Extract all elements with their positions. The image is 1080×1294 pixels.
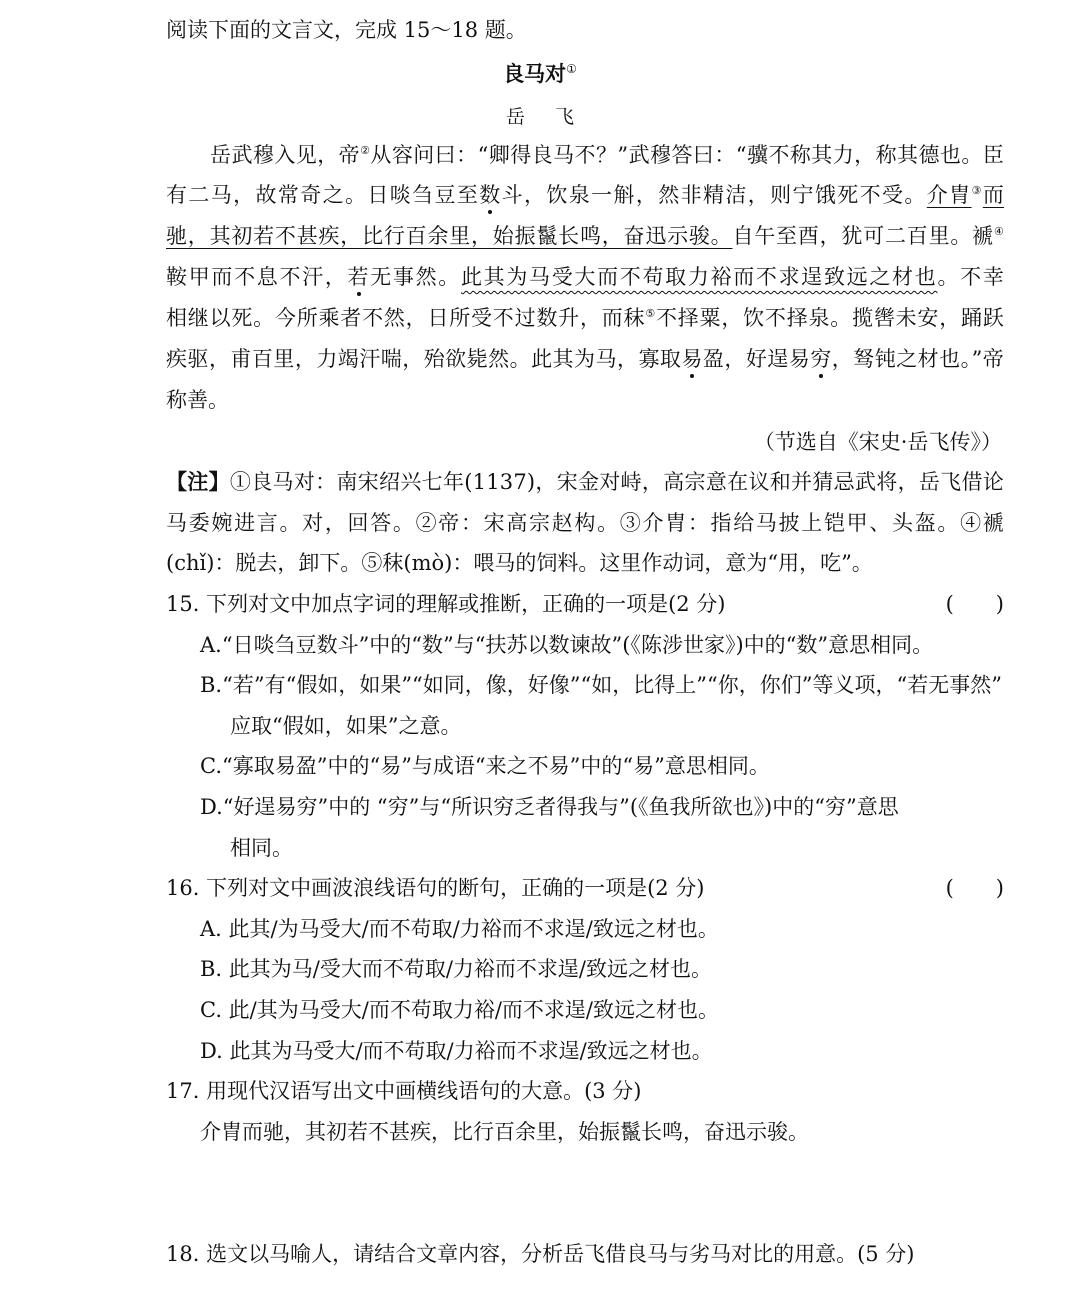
answer-bracket-16[interactable]: ( ) <box>945 876 1004 900</box>
wavy-underlined-sentence: 此其为马受大而不苟取力裕而不求逞致远之材也 <box>460 265 938 289</box>
q16-option-b: B. 此其为马/受大而不苟取/力裕而不求逞/致远之材也。 <box>200 957 713 981</box>
passage-line-3: 驰，其初若不甚疾，比行百余里，始振鬣长鸣，奋迅示骏。自午至酉，犹可二百里。褫④ <box>166 224 1004 248</box>
dotted-char-shu: 数 <box>479 183 502 207</box>
q15-option-c: C.“寡取易盈”中的“易”与成语“来之不易”中的“易”意思相同。 <box>200 754 770 778</box>
passage-title <box>0 58 1080 88</box>
title-text: 良马对 <box>503 62 567 86</box>
q15-option-b: B.“若”有“假如，如果”“如同，像，好像”“如，比得上”“你，你们”等义项，“若无事然” <box>200 673 1002 697</box>
q16-option-c: C. 此/其为马受大/而不苟取力裕/而不求逞/致远之材也。 <box>200 998 719 1022</box>
passage-line-6: 疾驱，甫百里，力竭汗喘，殆欲毙然。此其为马，寡取易盈，好逞易穷，驽钝之材也。”帝 <box>166 347 1005 371</box>
notes-line-1: 【注】①良马对：南宋绍兴七年(1137)，宋金对峙，高宗意在议和并猜忌武将，岳飞借论 <box>166 470 1004 494</box>
underlined-sentence-start: 介胄 <box>926 183 972 207</box>
q16-option-a: A. 此其/为马受大/而不苟取/力裕而不求逞/致远之材也。 <box>200 917 719 941</box>
title-footnote-mark: ① <box>566 62 577 76</box>
question-15-stem: 15. 下列对文中加点字词的理解或推断，正确的一项是(2 分) ( ) <box>166 592 1004 616</box>
q15-option-a: A.“日啖刍豆数斗”中的“数”与“扶苏以数谏故”(《陈涉世家》)中的“数”意思相同。 <box>200 633 934 657</box>
question-16-stem: 16. 下列对文中画波浪线语句的断句，正确的一项是(2 分) ( ) <box>166 876 1004 900</box>
answer-bracket-15[interactable]: ( ) <box>945 592 1004 616</box>
passage-line-2: 有二马，故常奇之。日啖刍豆至数斗，饮泉一斛，然非精洁，则宁饿死不受。介胄③而 <box>166 183 1005 207</box>
passage-line-1: 岳武穆入见，帝②从容问曰：“卿得良马不？”武穆答曰：“骥不称其力，称其德也。臣 <box>210 143 1005 167</box>
notes-line-2: 马委婉进言。对，回答。②帝：宋高宗赵构。③介胄：指给马披上铠甲、头盔。④褫 <box>166 511 1004 535</box>
passage-line-4: 鞍甲而不息不汗，若无事然。此其为马受大而不苟取力裕而不求逞致远之材也。不幸 <box>166 265 1005 289</box>
source-citation: （节选自《宋史·岳飞传》） <box>753 430 1002 454</box>
dotted-char-ruo: 若 <box>347 265 371 289</box>
notes-line-3: (chǐ)：脱去，卸下。⑤秣(mò)：喂马的饲料。这里作动词，意为“用，吃”。 <box>166 551 873 575</box>
notes-tag: 【注】 <box>166 470 230 494</box>
passage-line-7: 称善。 <box>166 388 229 412</box>
q15-option-d-cont: 相同。 <box>230 836 293 860</box>
q17-sentence: 介胄而驰，其初若不甚疾，比行百余里，始振鬣长鸣，奋迅示骏。 <box>200 1120 809 1144</box>
passage-line-5: 相继以死。今所乘者不然，日所受不过数升，而秣⑤不择粟，饮不择泉。揽辔未安，踊跃 <box>166 306 1004 330</box>
intro-text: 阅读下面的文言文，完成 15～18 题。 <box>166 18 527 42</box>
q15-option-b-cont: 应取“假如，如果”之意。 <box>230 714 462 738</box>
underlined-sentence: 驰，其初若不甚疾，比行百余里，始振鬣长鸣，奋迅示骏。 <box>166 224 733 248</box>
author-name: 岳飞 <box>505 106 604 128</box>
dotted-char-yi: 易 <box>681 347 703 371</box>
dotted-char-qiong: 穷 <box>810 347 832 371</box>
q16-option-d: D. 此其为马受大/而不苟取/力裕而不求逞/致远之材也。 <box>200 1039 713 1063</box>
q15-option-d: D.“好逞易穷”中的 “穷”与“所识穷乏者得我与”(《鱼我所欲也》)中的“穷”意思 <box>200 795 899 819</box>
question-17-stem: 17. 用现代汉语写出文中画横线语句的大意。(3 分) <box>166 1079 642 1103</box>
question-18-stem: 18. 选文以马喻人，请结合文章内容，分析岳飞借良马与劣马对比的用意。(5 分) <box>166 1242 915 1266</box>
